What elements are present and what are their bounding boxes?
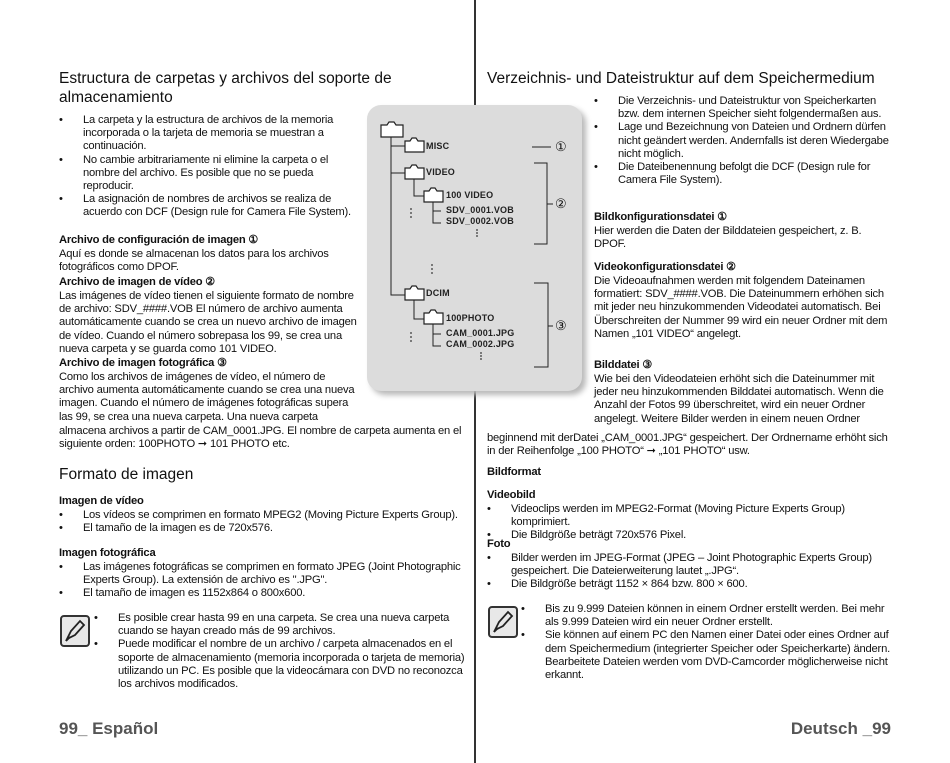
dcim-folder-label: DCIM	[426, 288, 450, 298]
list-item: • La carpeta y la estructura de archivos de la memoria incorporada o la tarjeta de memoria se muestran a continuación.	[59, 114, 359, 154]
list-item: • El tamaño de la imagen es de 720x576.	[59, 522, 469, 535]
left-video-text: Las imágenes de vídeo tienen el siguiente formato de nombre de archivo: SDV_####.VOB El número de archivo aumenta automáticamente cuando se crea un nuevo archivo de imagen de vídeo. Cuando el número sobrepasa los 99, se crea una nueva carpeta y se guarda como 101 VIDEO.	[59, 290, 357, 355]
left-video-format-title: Imagen de vídeo	[59, 495, 144, 507]
list-item: • Die Verzeichnis- und Dateistruktur von Speicherkarten bzw. dem internen Speicher sieht folgendermaßen aus.	[594, 95, 890, 121]
right-page-footer: Deutsch _99	[790, 719, 891, 738]
list-item: • Los vídeos se comprimen en formato MPEG2 (Moving Picture Experts Group).	[59, 509, 469, 522]
video-subfolder-label: 100 VIDEO	[446, 190, 494, 200]
right-format-title: Bildformat	[487, 466, 541, 478]
right-photo-title: Bilddatei ③	[594, 359, 653, 371]
vob-file-2: SDV_0002.VOB	[446, 216, 514, 226]
right-video-format-bullets	[487, 503, 891, 543]
right-photo-format-title: Foto	[487, 538, 511, 550]
left-intro-bullets	[59, 114, 359, 220]
list-item: • Die Bildgröße beträgt 1152 × 864 bzw. 800 × 600.	[487, 578, 891, 591]
jpg-file-1: CAM_0001.JPG	[446, 328, 515, 338]
list-item: • Die Bildgröße beträgt 720x576 Pixel.	[487, 529, 891, 542]
note-icon	[488, 606, 518, 638]
right-config-title: Bildkonfigurationsdatei ①	[594, 211, 728, 223]
left-title-line1: Estructura de carpetas y archivos del soporte de	[59, 70, 392, 87]
left-title-line2: almacenamiento	[59, 89, 173, 106]
marker-3: ③	[555, 318, 567, 333]
list-item: • No cambie arbitrariamente ni elimine la carpeta o el nombre del archivo. Es posible que no se pueda reproducir.	[59, 154, 359, 194]
list-item: • La asignación de nombres de archivos se realiza de acuerdo con DCF (Design rule for Camera File System).	[59, 193, 359, 219]
right-photo-text-2: beginnend mit derDatei „CAM_0001.JPG“ gespeichert. Der Ordnername erhöht sich in der Reihenfolge „100 PHOTO“ ➞ „101 PHOTO“ usw.	[487, 432, 888, 458]
left-video-format-bullets	[59, 509, 469, 535]
right-photo-text-1: Wie bei den Videodateien erhöht sich die Dateinummer mit jeder neu hinzukommenden Bilddatei automatisch. Wenn die Anzahl der Fotos 99 überschreitet, wird ein neuer Ordner angelegt. Weitere Bilder werden in einem neuen Ordner	[594, 373, 884, 425]
jpg-file-2: CAM_0002.JPG	[446, 339, 515, 349]
list-item: • Videoclips werden im MPEG2-Format (Moving Picture Experts Group) komprimiert.	[487, 503, 891, 529]
list-item: • Sie können auf einem PC den Namen einer Datei oder eines Ordner auf dem Speichermedium (integrierter Speicher oder Speicherkarte) ändern. Bearbeitete Dateien werden vom DVD-Camcorder möglicherweise nicht erkannt.	[521, 629, 891, 682]
left-photo-format-bullets	[59, 561, 469, 601]
right-video-format-title: Videobild	[487, 489, 536, 501]
list-item: • Bilder werden im JPEG-Format (JPEG – Joint Photographic Experts Group) gespeichert. Die Dateierweiterung lautet „.JPG“.	[487, 552, 891, 578]
list-item: • Puede modificar el nombre de un archivo / carpeta almacenados en el soporte de almacenamiento (memoria incorporada o tarjeta de memoria) utilizando un PC. Es posible que la videocámara con DVD no reconozca los archivos modificados.	[94, 638, 466, 691]
left-photo-text-2: almacena archivos a partir de CAM_0001.JPG. El nombre de carpeta aumenta en el siguiente orden: 100PHOTO ➞ 101 PHOTO etc.	[59, 425, 462, 451]
list-item: • Las imágenes fotográficas se comprimen en formato JPEG (Joint Photographic Experts Group). La extensión de archivo es ".JPG".	[59, 561, 469, 587]
left-format-title: Formato de imagen	[59, 466, 194, 483]
list-item: • Die Dateibenennung befolgt die DCF (Design rule for Camera File System).	[594, 161, 890, 187]
right-video-title: Videokonfigurationsdatei ②	[594, 261, 736, 273]
left-photo-title: Archivo de imagen fotográfica ③	[59, 357, 227, 369]
folder-structure-diagram	[367, 105, 582, 391]
vob-file-1: SDV_0001.VOB	[446, 205, 514, 215]
marker-2: ②	[555, 196, 567, 211]
right-notes	[521, 603, 891, 682]
note-icon	[60, 615, 90, 647]
left-photo-text-1: Como los archivos de imágenes de vídeo, el número de archivo aumenta automáticamente cuando se crea una nueva imagen. Cuando el número de imágenes fotográficas supera las 99, se crea una nueva carpeta. Una nueva carpeta	[59, 371, 355, 423]
left-config-title: Archivo de configuración de imagen ①	[59, 234, 259, 246]
right-video-text: Die Videoaufnahmen werden mit folgendem Dateinamen formatiert: SDV_####.VOB. Die Dateinummern erhöhen sich mit jeder neu hinzukommenden Videodatei automatisch. Bei Überschreiten der Nummer 99 wird ein neuer Ordner mit dem Namen „101 VIDEO“ angelegt.	[594, 275, 888, 340]
list-item: • Es posible crear hasta 99 en una carpeta. Se crea una nueva carpeta cuando se hayan creado más de 99 archivos.	[94, 612, 466, 638]
right-photo-format-bullets	[487, 552, 891, 592]
right-config-text: Hier werden die Daten der Bilddateien gespeichert, z. B. DPOF.	[594, 225, 862, 251]
left-photo-format-title: Imagen fotográfica	[59, 547, 156, 559]
misc-folder-label: MISC	[426, 141, 450, 151]
list-item: • Bis zu 9.999 Dateien können in einem Ordner erstellt werden. Bei mehr als 9.999 Dateien wird ein neuer Ordner erstellt.	[521, 603, 891, 629]
video-folder-label: VIDEO	[426, 167, 456, 177]
marker-1: ①	[555, 139, 567, 154]
list-item: • Lage und Bezeichnung von Dateien und Ordnern dürfen nicht geändert werden. Andernfalls ist deren Wiedergabe nicht möglich.	[594, 121, 890, 161]
right-title: Verzeichnis- und Dateistruktur auf dem Speichermedium	[487, 70, 875, 87]
pencil-icon	[62, 617, 88, 645]
left-notes	[94, 612, 466, 691]
list-item: • El tamaño de imagen es 1152x864 o 800x600.	[59, 587, 469, 600]
left-video-title: Archivo de imagen de vídeo ②	[59, 276, 216, 288]
photo-subfolder-label: 100PHOTO	[446, 313, 495, 323]
pencil-icon	[490, 608, 516, 636]
left-title	[59, 69, 419, 107]
left-config-text: Aquí es donde se almacenan los datos para los archivos fotográficos como DPOF.	[59, 248, 329, 274]
left-page-footer: 99_ Español	[59, 719, 159, 738]
right-intro-bullets	[594, 95, 890, 187]
